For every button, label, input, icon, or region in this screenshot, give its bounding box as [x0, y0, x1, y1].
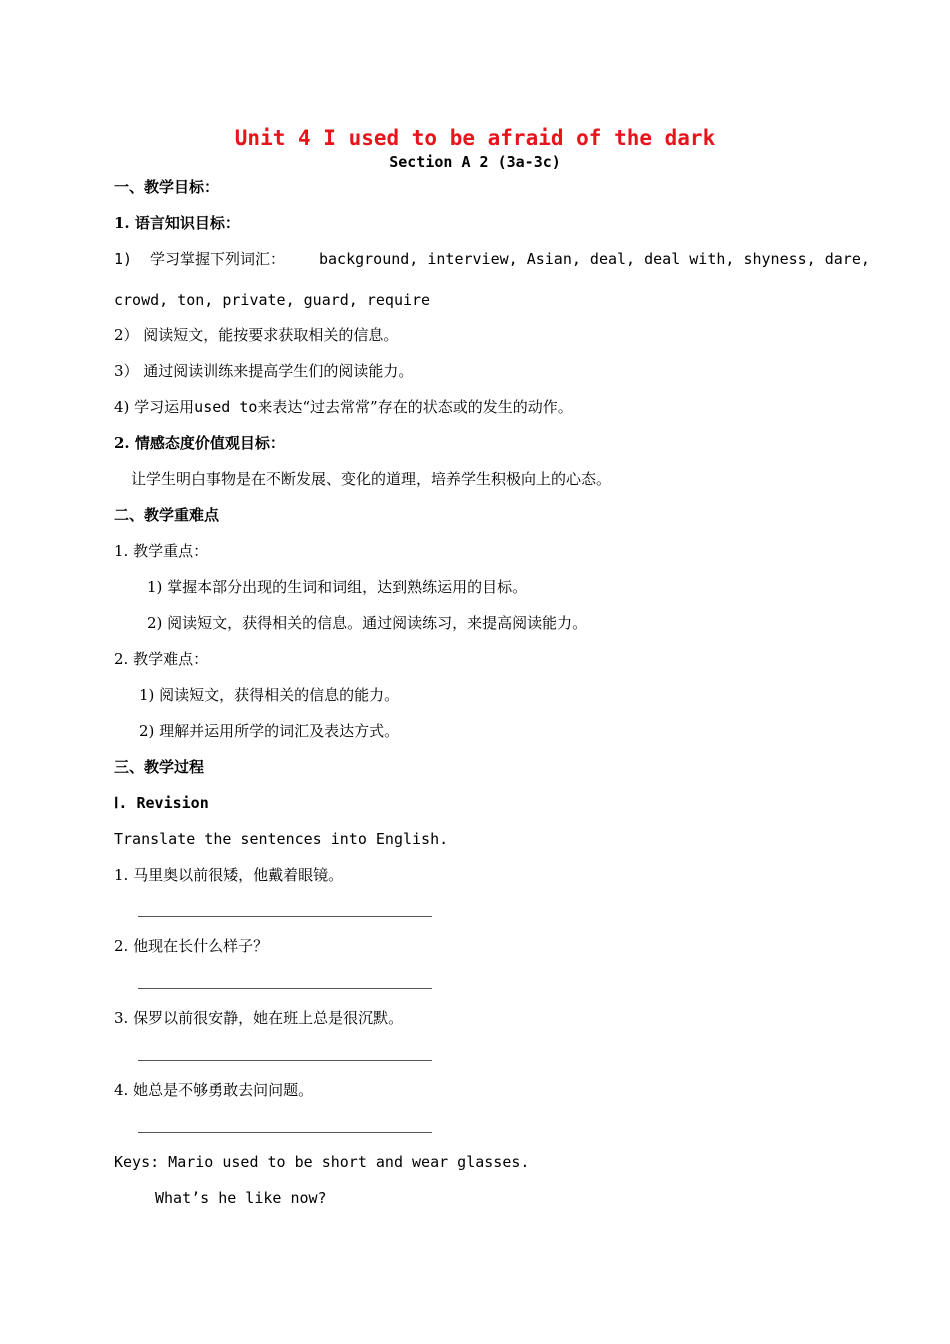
question-3: 3. 保罗以前很安静，她在班上总是很沉默。 [114, 1009, 404, 1027]
answer-blank-2[interactable] [138, 988, 432, 989]
objective-item-4-prefix: 4) 学习运用 [114, 398, 195, 416]
objective-item-3: 3） 通过阅读训练来提高学生们的阅读能力。 [114, 362, 414, 380]
section-heading-key-points: 二、教学重难点 [114, 506, 220, 524]
difficulty-item-2: 2) 理解并运用所学的词汇及表达方式。 [139, 722, 400, 740]
objective-item-4-code: used to [194, 398, 258, 416]
difficulty-item-1: 1) 阅读短文，获得相关的信息的能力。 [139, 686, 400, 704]
focus-item-1: 1) 掌握本部分出现的生词和词组，达到熟练运用的目标。 [147, 578, 528, 596]
subheading-emotion: 2. 情感态度价值观目标： [114, 434, 285, 452]
objective-item-2: 2） 阅读短文，能按要求获取相关的信息。 [114, 326, 399, 344]
objective-item-4-suffix: 来表达“过去常常”存在的状态或的发生的动作。 [257, 398, 573, 416]
question-2: 2. 他现在长什么样子？ [114, 937, 269, 955]
subheading-knowledge: 1. 语言知识目标： [114, 214, 240, 232]
answer-blank-1[interactable] [138, 916, 432, 917]
difficulty-heading: 2. 教学难点： [114, 650, 209, 668]
question-4: 4. 她总是不够勇敢去问问题。 [114, 1081, 314, 1099]
objective-item-4 [114, 397, 573, 417]
page-title: Unit 4 I used to be afraid of the dark [234, 126, 716, 150]
vocab-line-1 [114, 249, 870, 269]
section-heading-process: 三、教学过程 [114, 758, 205, 776]
answer-blank-3[interactable] [138, 1060, 432, 1061]
section-heading-objectives: 一、教学目标： [114, 178, 220, 196]
answer-blank-4[interactable] [138, 1132, 432, 1133]
question-1: 1. 马里奥以前很矮，他戴着眼镜。 [114, 866, 344, 884]
vocab-words-line-1: background, interview, Asian, deal, deal with, shyness, dare, [319, 250, 870, 268]
item-1-number: 1) [114, 250, 133, 268]
keys-line-1: Keys: Mario used to be short and wear glasses. [114, 1153, 530, 1171]
page-subtitle: Section A 2 (3a-3c) [389, 153, 561, 171]
revision-instruction: Translate the sentences into English. [114, 830, 449, 848]
emotion-text: 让学生明白事物是在不断发展、变化的道理，培养学生积极向上的心态。 [131, 470, 612, 488]
revision-heading: Ⅰ. Revision [114, 794, 209, 812]
focus-heading: 1. 教学重点： [114, 542, 209, 560]
item-1-label: 学习掌握下列词汇： [150, 250, 286, 268]
keys-line-2: What’s he like now? [155, 1189, 327, 1207]
focus-item-2: 2) 阅读短文，获得相关的信息。通过阅读练习，来提高阅读能力。 [147, 614, 588, 632]
vocab-words-line-2: crowd, ton, private, guard, require [114, 291, 431, 309]
